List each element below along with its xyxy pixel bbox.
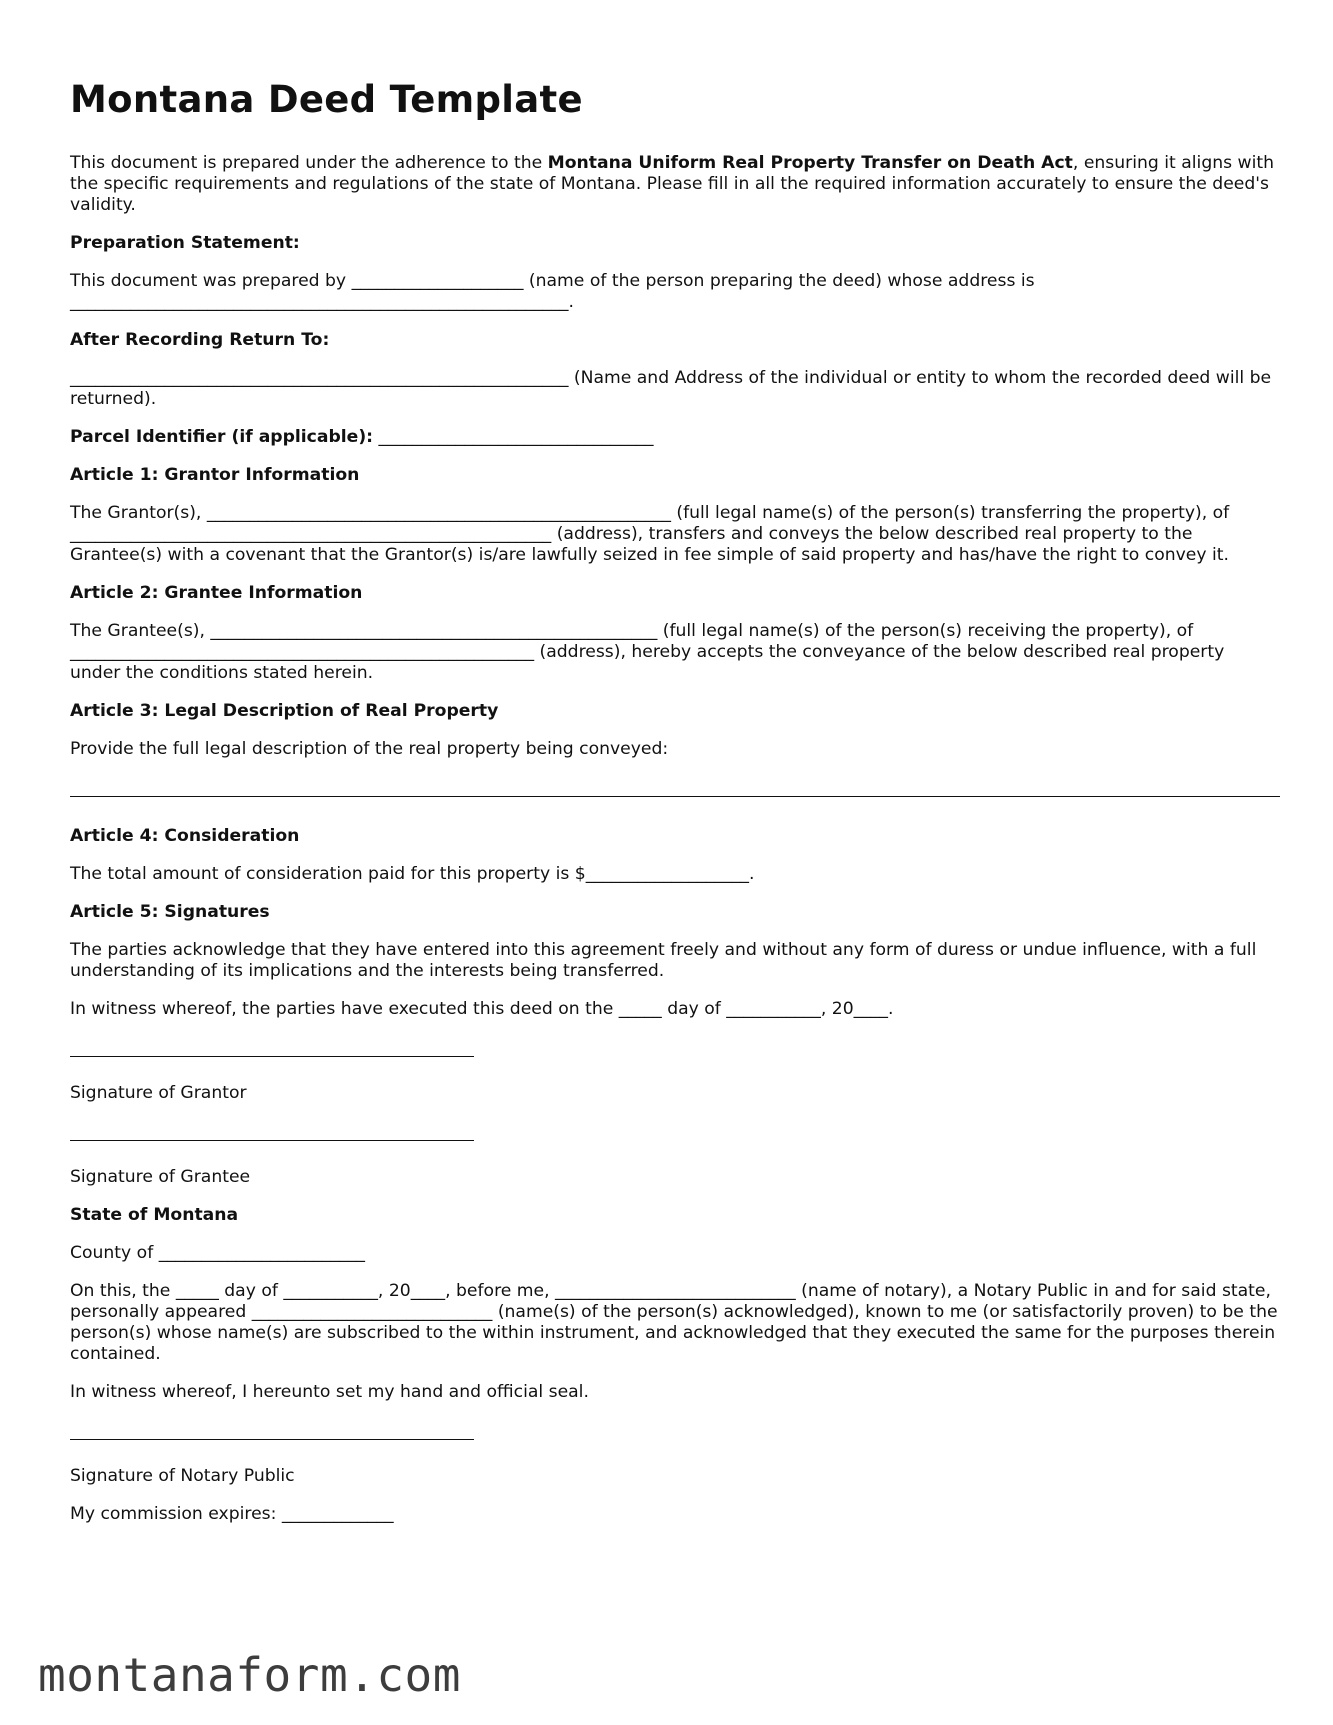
article2-heading: Article 2: Grantee Information [70,583,363,603]
notary-signature-line [70,1439,474,1440]
return-to-text: __________________________________________________________ (Name and Address of the individual or entity to whom the recorded deed will be returned). [70,368,1272,409]
notary-state-heading: State of Montana [70,1205,239,1225]
intro-text-end: , ensuring it aligns with the specific requirements and regulations of the state of Montana. Please fill in all the required information accurately to ensure the deed's validity. [70,153,1275,215]
notary-signature-label: Signature of Notary Public [70,1466,295,1486]
article5-text: The parties acknowledge that they have entered into this agreement freely and without any form of duress or undue influence, with a full understanding of its implications and the interests being transferred. [70,940,1257,981]
notary-county: County of ________________________ [70,1243,365,1263]
article4-text: The total amount of consideration paid for this property is $___________________. [70,864,755,884]
grantee-signature-label: Signature of Grantee [70,1167,251,1187]
act-name: Montana Uniform Real Property Transfer on Death Act [547,153,1073,173]
footer-watermark: montanaform.com [38,1648,461,1702]
deed-document [70,78,1280,1542]
grantee-signature-line [70,1140,474,1141]
article5-heading: Article 5: Signatures [70,902,270,922]
notary-witness-text: In witness whereof, I hereunto set my hand and official seal. [70,1382,589,1402]
notary-acknowledgment-text: On this, the _____ day of ___________, 20____, before me, ____________________________ (name of notary), a Notary Public in and for said state, personally appeared ____________________________ (name(s) of the person(s) acknowledged), known to me (or satisfactorily proven) to be the person(s) whose name(s) are subscribed to the within instrument, and acknowledged that they executed the same for the purposes therein contained. [70,1281,1278,1364]
article1-heading: Article 1: Grantor Information [70,465,360,485]
parcel-blank: ________________________________ [373,427,654,447]
execution-witness-text: In witness whereof, the parties have executed this deed on the _____ day of ___________, 20____. [70,999,894,1019]
article1-text: The Grantor(s), ______________________________________________________ (full legal name(s) of the person(s) transferring the property), of ________________________________________________________ (address), transfers and conveys the below described real property to the Grantee(s) with a covenant that the Grantor(s) is/are lawfully seized in fee simple of said property and has/have the right to convey it. [70,503,1230,565]
parcel-identifier [70,427,1280,448]
article4-heading: Article 4: Consideration [70,826,300,846]
preparation-heading: Preparation Statement: [70,233,300,253]
return-to-heading: After Recording Return To: [70,330,330,350]
commission-expires: My commission expires: _____________ [70,1504,394,1524]
preparation-text: This document was prepared by ____________________ (name of the person preparing the deed) whose address is __________________________________________________________. [70,271,1035,312]
parcel-label: Parcel Identifier (if applicable): [70,427,374,447]
intro-text-start: This document is prepared under the adherence to the [70,153,548,173]
intro-paragraph [70,153,1280,216]
article3-heading: Article 3: Legal Description of Real Property [70,701,499,721]
page-title: Montana Deed Template [70,78,583,121]
article3-text: Provide the full legal description of the real property being conveyed: [70,739,669,759]
grantor-signature-line [70,1056,474,1057]
legal-description-line [70,796,1280,797]
article2-text: The Grantee(s), ____________________________________________________ (full legal name(s) of the person(s) receiving the property), of ______________________________________________________ (address), hereby accepts the conveyance of the below described real property under the conditions stated herein. [70,621,1225,683]
grantor-signature-label: Signature of Grantor [70,1083,247,1103]
